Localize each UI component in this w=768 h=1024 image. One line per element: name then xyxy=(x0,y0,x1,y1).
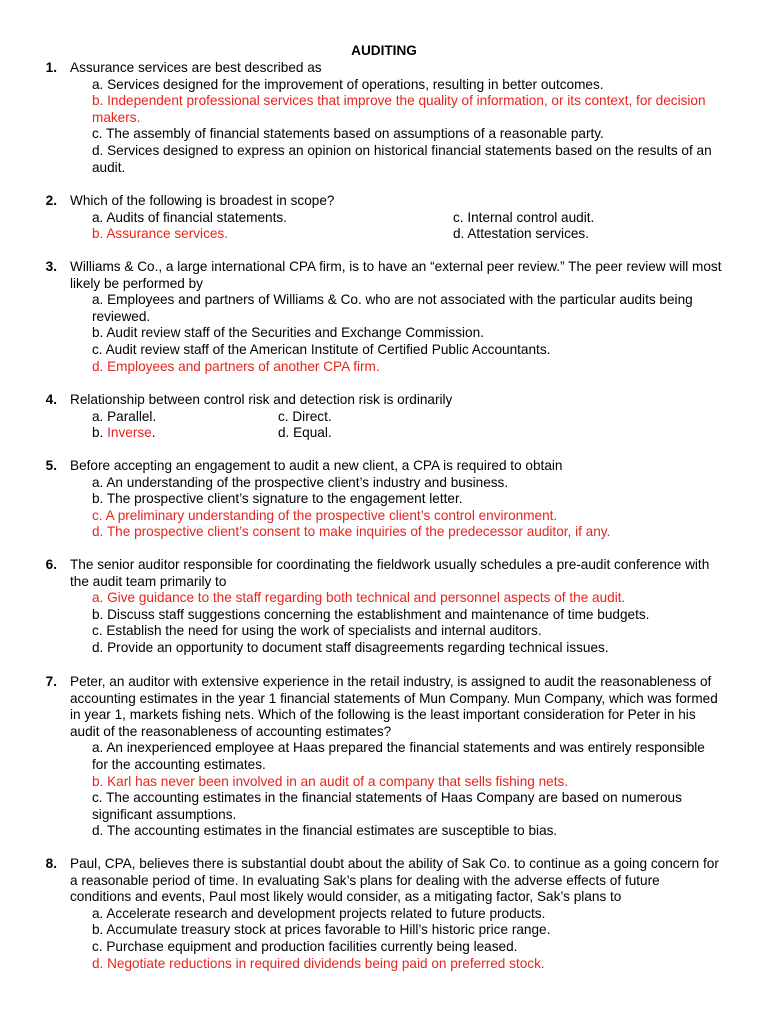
options-row xyxy=(92,409,722,426)
option-c: c. The assembly of financial statements based on assumptions of a reasonable party. xyxy=(92,126,604,142)
option-a: a. Audits of financial statements. xyxy=(92,209,287,225)
question-6 xyxy=(0,557,768,657)
option-a: a. An inexperienced employee at Haas prepared the financial statements and was entirely responsible for the accounting estimates. xyxy=(92,740,705,772)
option-a: a. An understanding of the prospective client’s industry and business. xyxy=(92,474,509,490)
option-suffix: . xyxy=(151,425,156,441)
question-5 xyxy=(0,458,768,541)
question-number: 1. xyxy=(45,60,57,75)
option-b xyxy=(92,425,155,442)
options-row xyxy=(92,210,722,227)
option-prefix: b. xyxy=(92,425,108,441)
question-stem: Peter, an auditor with extensive experience in the retail industry, is assigned to audit the reasonableness of accounting estimates in the year 1 financial statements of Mun Company. Mun Company, which was formed in year 1, markets fishing nets. Which of the following is the least important consideration for Peter in his audit of the reasonableness of accounting estimates? xyxy=(70,674,718,739)
option-b: b. The prospective client’s signature to the engagement letter. xyxy=(92,491,463,507)
question-1 xyxy=(0,60,768,176)
option-d: d. Services designed to express an opinion on historical financial statements based on the results of an audit. xyxy=(92,142,712,175)
question-stem: The senior auditor responsible for coordinating the fieldwork usually schedules a pre-audit conference with the audit team primarily to xyxy=(70,557,710,589)
option-c: c. Audit review staff of the American Institute of Certified Public Accountants. xyxy=(92,341,551,357)
question-stem: Before accepting an engagement to audit a new client, a CPA is required to obtain xyxy=(70,458,563,473)
option-a: a. Accelerate research and development projects related to future products. xyxy=(92,905,546,921)
question-stem: Paul, CPA, believes there is substantial doubt about the ability of Sak Co. to continue as a going concern for a reasonable period of time. In evaluating Sak’s plans for dealing with the adverse effects of future conditions and events, Paul most likely would consider, as a mitigating factor, Sak’s plans to xyxy=(70,856,719,905)
question-number: 5. xyxy=(45,458,57,473)
question-number: 6. xyxy=(45,557,57,572)
question-number: 7. xyxy=(45,674,57,689)
question-stem: Assurance services are best described as xyxy=(70,60,322,75)
option-b-answer: b. Karl has never been involved in an audit of a company that sells fishing nets. xyxy=(92,773,569,789)
question-stem: Which of the following is broadest in scope? xyxy=(70,193,335,208)
question-number: 4. xyxy=(45,392,57,407)
option-d-answer: d. Negotiate reductions in required dividends being paid on preferred stock. xyxy=(92,955,545,971)
option-d: d. Equal. xyxy=(278,425,332,441)
option-b: b. Audit review staff of the Securities and Exchange Commission. xyxy=(92,325,484,341)
option-d-answer: d. The prospective client’s consent to make inquiries of the predecessor auditor, if any. xyxy=(92,524,611,540)
question-7 xyxy=(0,674,768,840)
option-b-answer: b. Assurance services. xyxy=(92,226,228,242)
option-c: c. Direct. xyxy=(278,408,332,424)
option-c: c. The accounting estimates in the financial statements of Haas Company are based on numerous significant assumptions. xyxy=(92,790,682,822)
question-number: 8. xyxy=(45,856,57,871)
option-a: a. Employees and partners of Williams & Co. who are not associated with the particular audits being reviewed. xyxy=(92,292,693,324)
question-stem: Williams & Co., a large international CPA firm, is to have an “external peer review.” The peer review will most likely be performed by xyxy=(70,259,722,291)
option-a: a. Parallel. xyxy=(92,408,157,424)
question-4 xyxy=(0,392,768,442)
question-8 xyxy=(0,856,768,972)
option-d: d. The accounting estimates in the financial estimates are susceptible to bias. xyxy=(92,823,558,839)
option-d: d. Provide an opportunity to document staff disagreements regarding technical issues. xyxy=(92,639,609,655)
options-row xyxy=(92,226,722,243)
option-b-answer: b. Independent professional services that improve the quality of information, or its context, for decision makers. xyxy=(92,93,706,125)
options-row xyxy=(92,425,722,442)
question-2 xyxy=(0,193,768,243)
option-a: a. Services designed for the improvement of operations, resulting in better outcomes. xyxy=(92,76,604,92)
option-b: b. Discuss staff suggestions concerning the establishment and maintenance of time budgets. xyxy=(92,606,650,622)
option-b-answer: Inverse xyxy=(107,425,152,441)
option-c: c. Internal control audit. xyxy=(453,209,595,225)
question-number: 3. xyxy=(45,259,57,274)
question-stem: Relationship between control risk and detection risk is ordinarily xyxy=(70,392,453,407)
option-b: b. Accumulate treasury stock at prices favorable to Hill’s historic price range. xyxy=(92,922,551,938)
question-number: 2. xyxy=(45,193,57,208)
option-d: d. Attestation services. xyxy=(453,226,590,242)
option-c: c. Establish the need for using the work of specialists and internal auditors. xyxy=(92,623,542,639)
option-c: c. Purchase equipment and production facilities currently being leased. xyxy=(92,938,518,954)
option-d-answer: d. Employees and partners of another CPA firm. xyxy=(92,358,380,374)
option-c-answer: c. A preliminary understanding of the prospective client’s control environment. xyxy=(92,507,558,523)
document-title: AUDITING xyxy=(351,43,417,58)
option-a-answer: a. Give guidance to the staff regarding both technical and personnel aspects of the audit. xyxy=(92,590,626,606)
question-3 xyxy=(0,259,768,375)
